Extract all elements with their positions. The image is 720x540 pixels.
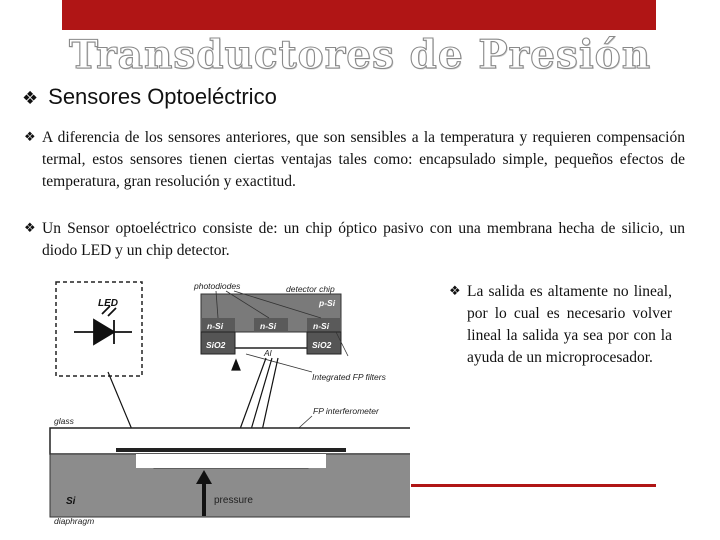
si-label: Si [66,496,76,507]
n-si-label: n-Si [260,321,277,331]
diode-symbol [74,306,132,344]
n-si-label: n-Si [207,321,224,331]
sensor-diagram-svg [36,272,410,527]
diamond-bullet-icon: ❖ [449,284,461,299]
bottom-accent-bar [411,484,656,487]
sensor-diagram [36,272,410,527]
diaphragm-cavity [136,454,326,468]
p-si-label: p-Si [319,298,336,308]
photodiodes-label: photodiodes [194,281,241,291]
n-si-label: n-Si [313,321,330,331]
led-label: LED [98,298,118,309]
diamond-bullet-icon: ❖ [24,221,36,236]
fp-filters-label: Integrated FP filters [312,372,386,382]
diaphragm-label: diaphragm [54,516,95,526]
title-accent-bar [62,0,656,30]
diamond-bullet-icon: ❖ [22,88,39,109]
paragraph-output [449,281,672,369]
glass-label: glass [54,416,74,426]
paragraph-components [24,218,685,262]
page-title: Transductores de Presión [68,32,652,78]
paragraph-text: La salida es altamente no lineal, por lo cual es necesario volver lineal la salida ya sea por con la ayuda de un microprocesador. [467,283,672,366]
sio2-label: SiO2 [312,340,332,350]
fp-interferometer-label: FP interferometer [313,406,379,416]
paragraph-text: Un Sensor optoeléctrico consiste de: un chip óptico pasivo con una membrana hecha de silicio, un diodo LED y un chip detector. [42,220,685,259]
paragraph-advantages [24,127,685,193]
paragraph-text: A diferencia de los sensores anteriores, que son sensibles a la temperatura y requieren compensación termal, estos sensores tienen ciertas ventajas tales como: encapsulado simple, pequeños efectos de temperatura, gran resolución y exactitud. [42,129,685,190]
detector-chip-label: detector chip [286,284,335,294]
al-label: Al [264,348,272,358]
subtitle-text: Sensores Optoeléctrico [48,84,277,109]
sio2-label: SiO2 [206,340,226,350]
pressure-label: pressure [214,495,253,506]
subtitle [22,84,277,110]
fp-membrane [116,448,346,452]
diamond-bullet-icon: ❖ [24,130,36,145]
